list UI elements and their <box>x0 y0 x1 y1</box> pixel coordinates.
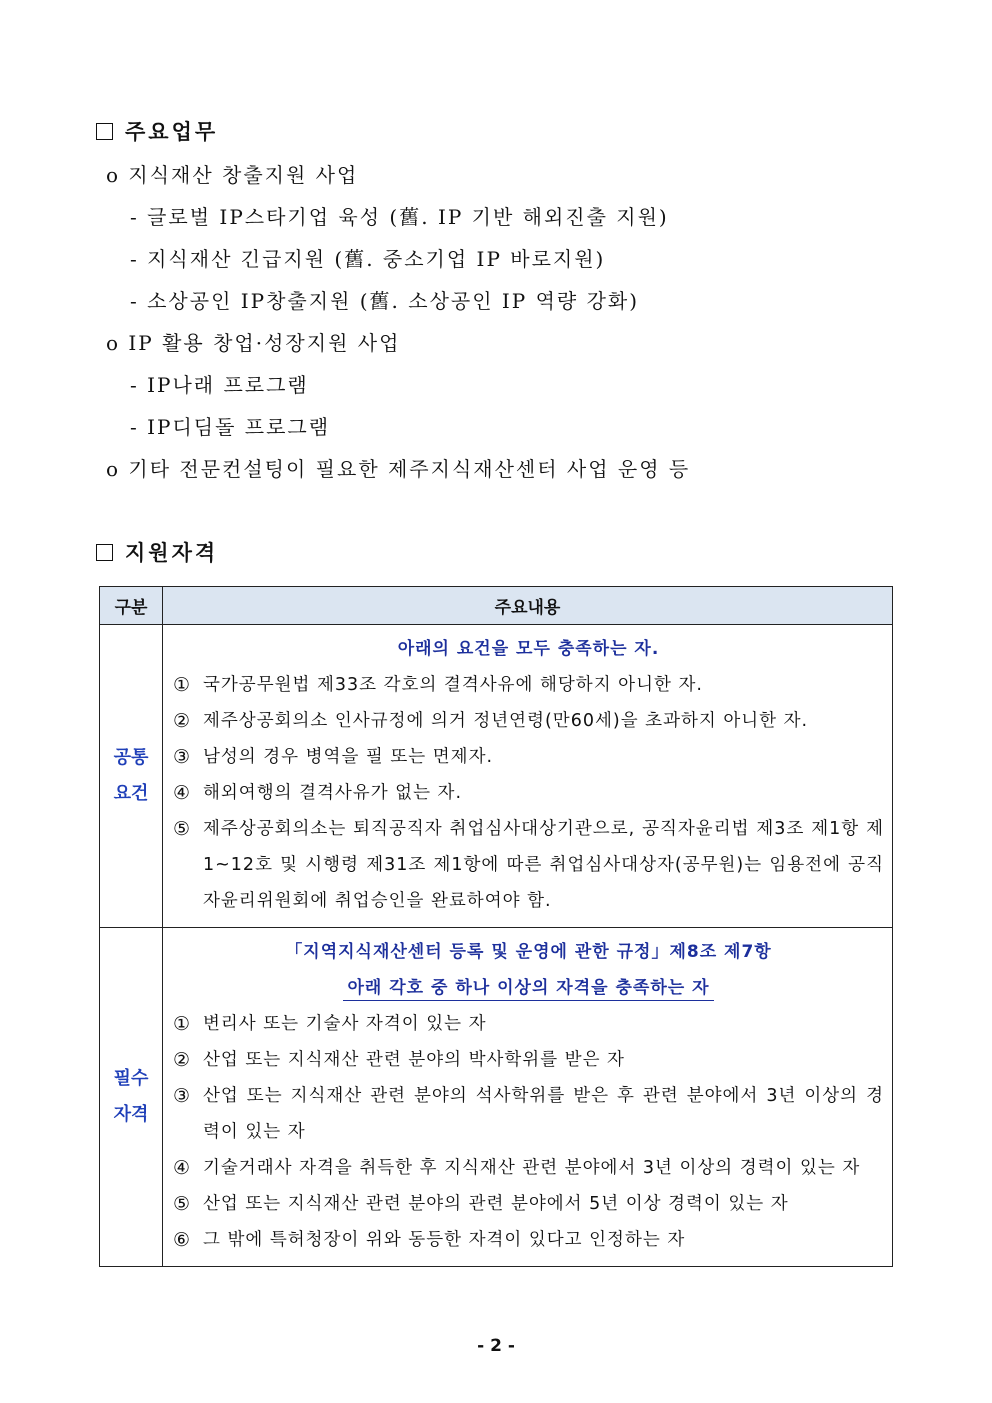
duty-line: - 소상공인 IP창출지원 (舊. 소상공인 IP 역량 강화) <box>130 289 640 313</box>
list-item: ① 국가공무원법 제33조 각호의 결격사유에 해당하지 아니한 자. <box>173 674 703 696</box>
qualification-table <box>99 586 893 1267</box>
category-label: 공통 <box>113 747 149 768</box>
category-cell <box>100 928 163 1267</box>
table-row <box>100 625 893 928</box>
duty-line: o 기타 전문컨설팅이 필요한 제주지식재산센터 사업 운영 등 <box>106 457 691 481</box>
duty-line: - 글로벌 IP스타기업 육성 (舊. IP 기반 해외진출 지원) <box>130 205 669 229</box>
content-cell <box>163 928 893 1267</box>
duty-line: o IP 활용 창업·성장지원 사업 <box>106 331 401 355</box>
content-cell <box>163 625 893 928</box>
checkbox-square-icon <box>96 123 113 140</box>
row-heading: 아래의 요건을 모두 충족하는 자. <box>397 639 660 659</box>
list-item: ② 제주상공회의소 인사규정에 의거 정년연령(만60세)을 초과하지 아니한 자. <box>173 710 809 732</box>
row-subheading: 아래 각호 중 하나 이상의 자격을 충족하는 자 <box>173 970 884 1006</box>
duty-line: - IP나래 프로그램 <box>130 373 309 397</box>
list-item: ④ 해외여행의 결격사유가 없는 자. <box>173 782 463 804</box>
section-heading-qualifications <box>96 537 218 567</box>
header-content: 주요내용 <box>163 587 893 625</box>
section-heading-duties <box>96 116 218 146</box>
list-item: ⑥ 그 밖에 특허청장이 위와 동등한 자격이 있다고 인정하는 자 <box>173 1229 686 1251</box>
header-category: 구분 <box>100 587 163 625</box>
category-label: 요건 <box>113 783 149 804</box>
category-label: 필수 <box>113 1068 149 1089</box>
list-item: ④ 기술거래사 자격을 취득한 후 지식재산 관련 분야에서 3년 이상의 경력이 있는 자 <box>173 1157 861 1179</box>
list-item: ③ 남성의 경우 병역을 필 또는 면제자. <box>173 746 494 768</box>
list-item: ⑤ 산업 또는 지식재산 관련 분야의 관련 분야에서 5년 이상 경력이 있는 자 <box>173 1193 789 1215</box>
category-label: 자격 <box>113 1104 149 1125</box>
list-item: ③ 산업 또는 지식재산 관련 분야의 석사학위를 받은 후 관련 분야에서 3년 이상의 경력이 있는 자 <box>173 1085 884 1142</box>
section-heading-text: 지원자격 <box>125 540 219 565</box>
row-heading: 「지역지식재산센터 등록 및 운영에 관한 규정」제8조 제7항 <box>285 942 772 962</box>
duty-line: - IP디딤돌 프로그램 <box>130 415 331 439</box>
list-item: ① 변리사 또는 기술사 자격이 있는 자 <box>173 1013 487 1035</box>
table-row <box>100 928 893 1267</box>
table-header-row <box>100 587 893 625</box>
list-item: ⑤ 제주상공회의소는 퇴직공직자 취업심사대상기관으로, 공직자윤리법 제3조 제1항 제1~12호 및 시행령 제31조 제1항에 따른 취업심사대상자(공무원)는 임용전에 공직자윤리위원회에 취업승인을 완료하여야 함. <box>173 818 884 911</box>
category-cell <box>100 625 163 928</box>
duty-line: o 지식재산 창출지원 사업 <box>106 163 359 187</box>
section-heading-text: 주요업무 <box>125 119 219 144</box>
list-item: ② 산업 또는 지식재산 관련 분야의 박사학위를 받은 자 <box>173 1049 625 1071</box>
page-number: - 2 - <box>477 1336 515 1356</box>
checkbox-square-icon <box>96 544 113 561</box>
duty-line: - 지식재산 긴급지원 (舊. 중소기업 IP 바로지원) <box>130 247 606 271</box>
